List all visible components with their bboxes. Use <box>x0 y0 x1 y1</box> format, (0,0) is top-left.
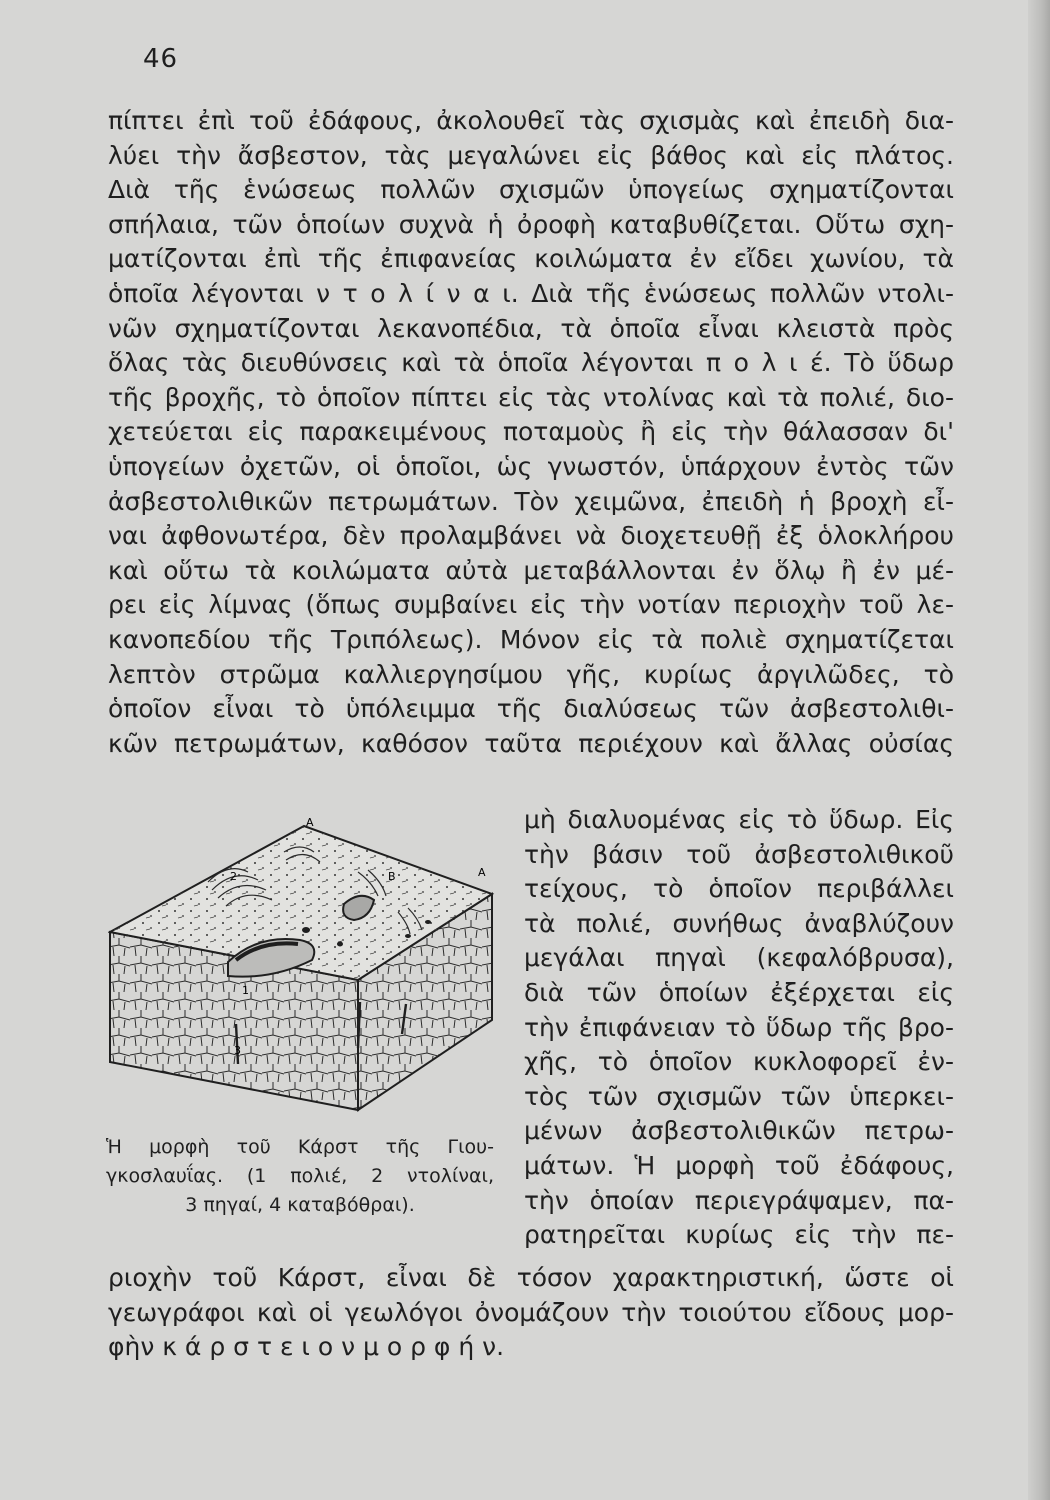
caption-line: 3 πηγαί, 4 καταβόθραι). <box>185 1194 415 1216</box>
page-edge-shadow <box>1028 0 1050 1500</box>
text-line: ὁποῖα λέγονται ν τ ο λ ί ν α ι. Διὰ τῆς ἑνώσεως πολλῶν ντολι- <box>108 278 954 308</box>
text-line: γεωγράφοι καὶ οἱ γεωλόγοι ὀνομάζουν τὴν τοιούτου εἴδους μορ- <box>108 1297 954 1327</box>
text-line: φὴν κ ά ρ σ τ ε ι ο ν μ ο ρ φ ή ν. <box>108 1332 505 1362</box>
text-line: κανοπεδίου τῆς Τριπόλεως). Μόνον εἰς τὰ πολιὲ σχηματίζεται <box>108 624 954 654</box>
text-line: τὰ πολιέ, συνήθως ἀναβλύζουν <box>524 908 954 938</box>
figure-label-three: 3 <box>234 1044 241 1057</box>
text-line: διὰ τῶν ὁποίων ἐξέρχεται εἰς <box>524 977 954 1007</box>
caption-line: Ἡ μορφὴ τοῦ Κάρστ τῆς Γιου- <box>106 1136 494 1158</box>
text-line: κῶν πετρωμάτων, καθόσον ταῦτα περιέχουν καὶ ἄλλας οὐσίας <box>108 728 954 758</box>
closing-paragraph <box>108 1261 954 1365</box>
text-line: νῶν σχηματίζονται λεκανοπέδια, τὰ ὁποῖα εἶναι κλειστὰ πρὸς <box>108 313 954 343</box>
karst-block-diagram <box>108 812 500 1112</box>
text-line: ἀσβεστολιθικῶν πετρωμάτων. Τὸν χειμῶνα, ἐπειδὴ ἡ βροχὴ εἶ- <box>108 486 954 516</box>
text-line: τῆς βροχῆς, τὸ ὁποῖον πίπτει εἰς τὰς ντολίνας καὶ τὰ πολιέ, διο- <box>108 382 954 412</box>
text-line: χετεύεται εἰς παρακειμένους ποταμοὺς ἢ εἰς τὴν θάλασσαν δι' <box>108 417 954 447</box>
text-line: μὴ διαλυομένας εἰς τὸ ὕδωρ. Εἰς <box>524 805 954 834</box>
text-line: ρατηρεῖται κυρίως εἰς τὴν πε- <box>524 1220 954 1250</box>
text-line: τὴν ὁποίαν περιεγράψαμεν, πα- <box>524 1185 954 1215</box>
text-line: χῆς, τὸ ὁποῖον κυκλοφορεῖ ἐν- <box>524 1047 954 1077</box>
text-line: ὅλας τὰς διευθύνσεις καὶ τὰ ὁποῖα λέγονται π ο λ ι έ. Τὸ ὕδωρ <box>108 348 954 378</box>
figure-caption <box>106 1133 494 1220</box>
text-line: τὴν βάσιν τοῦ ἀσβεστολιθικοῦ <box>524 839 954 869</box>
page-number: 46 <box>143 44 179 74</box>
text-line: σπήλαια, τῶν ὁποίων συχνὰ ἡ ὀροφὴ καταβυθίζεται. Οὕτω σχη- <box>108 209 954 239</box>
text-line: ὑπογείων ὀχετῶν, οἱ ὁποῖοι, ὡς γνωστόν, ὑπάρχουν ἐντὸς τῶν <box>108 451 954 481</box>
figure-label-b: B <box>388 870 396 883</box>
text-line: μεγάλαι πηγαὶ (κεφαλόβρυσα), <box>524 943 954 973</box>
figure-label-two: 2 <box>230 870 237 883</box>
text-line: μάτων. Ἡ μορφὴ τοῦ ἐδάφους, <box>524 1150 954 1180</box>
text-line: πίπτει ἐπὶ τοῦ ἐδάφους, ἀκολουθεῖ τὰς σχισμὰς καὶ ἐπειδὴ δια- <box>108 106 954 135</box>
text-line: Διὰ τῆς ἑνώσεως πολλῶν σχισμῶν ὑπογείως σχηματίζονται <box>108 175 954 205</box>
text-line: λύει τὴν ἄσβεστον, τὰς μεγαλώνει εἰς βάθος καὶ εἰς πλάτος. <box>108 140 954 170</box>
text-line: τείχους, τὸ ὁποῖον περιβάλλει <box>524 874 954 904</box>
text-line: ὁποῖον εἶναι τὸ ὑπόλειμμα τῆς διαλύσεως τῶν ἀσβεστολιθι- <box>108 694 954 724</box>
text-line: μένων ἀσβεστολιθικῶν πετρω- <box>524 1116 954 1146</box>
figure-label-a-right: A <box>478 866 486 879</box>
main-paragraph <box>108 104 954 761</box>
text-line: καὶ οὕτω τὰ κοιλώματα αὐτὰ μεταβάλλονται ἐν ὅλῳ ἢ ἐν μέ- <box>108 555 954 585</box>
caption-line: γκοσλαυΐας. (1 πολιέ, 2 ντολίναι, <box>106 1165 494 1187</box>
text-line: τὸς τῶν σχισμῶν τῶν ὑπερκει- <box>524 1081 954 1111</box>
text-line: ριοχὴν τοῦ Κάρστ, εἶναι δὲ τόσον χαρακτηριστική, ὥστε οἱ <box>108 1263 954 1292</box>
figure-label-one: 1 <box>242 984 249 997</box>
text-line: ρει εἰς λίμνας (ὅπως συμβαίνει εἰς τὴν νοτίαν περιοχὴν τοῦ λε- <box>108 590 954 620</box>
figure-label-a-top: A <box>306 816 314 829</box>
karst-illustration <box>108 812 500 1112</box>
right-column-text <box>524 803 954 1253</box>
text-line: ματίζονται ἐπὶ τῆς ἐπιφανείας κοιλώματα ἐν εἴδει χωνίου, τὰ <box>108 244 954 274</box>
text-line: ναι ἀφθονωτέρα, δὲν προλαμβάνει νὰ διοχετευθῇ ἐξ ὁλοκλήρου <box>108 521 954 551</box>
text-line: τὴν ἐπιφάνειαν τὸ ὕδωρ τῆς βρο- <box>524 1012 954 1042</box>
text-line: λεπτὸν στρῶμα καλλιεργησίμου γῆς, κυρίως ἀργιλῶδες, τὸ <box>108 659 954 689</box>
